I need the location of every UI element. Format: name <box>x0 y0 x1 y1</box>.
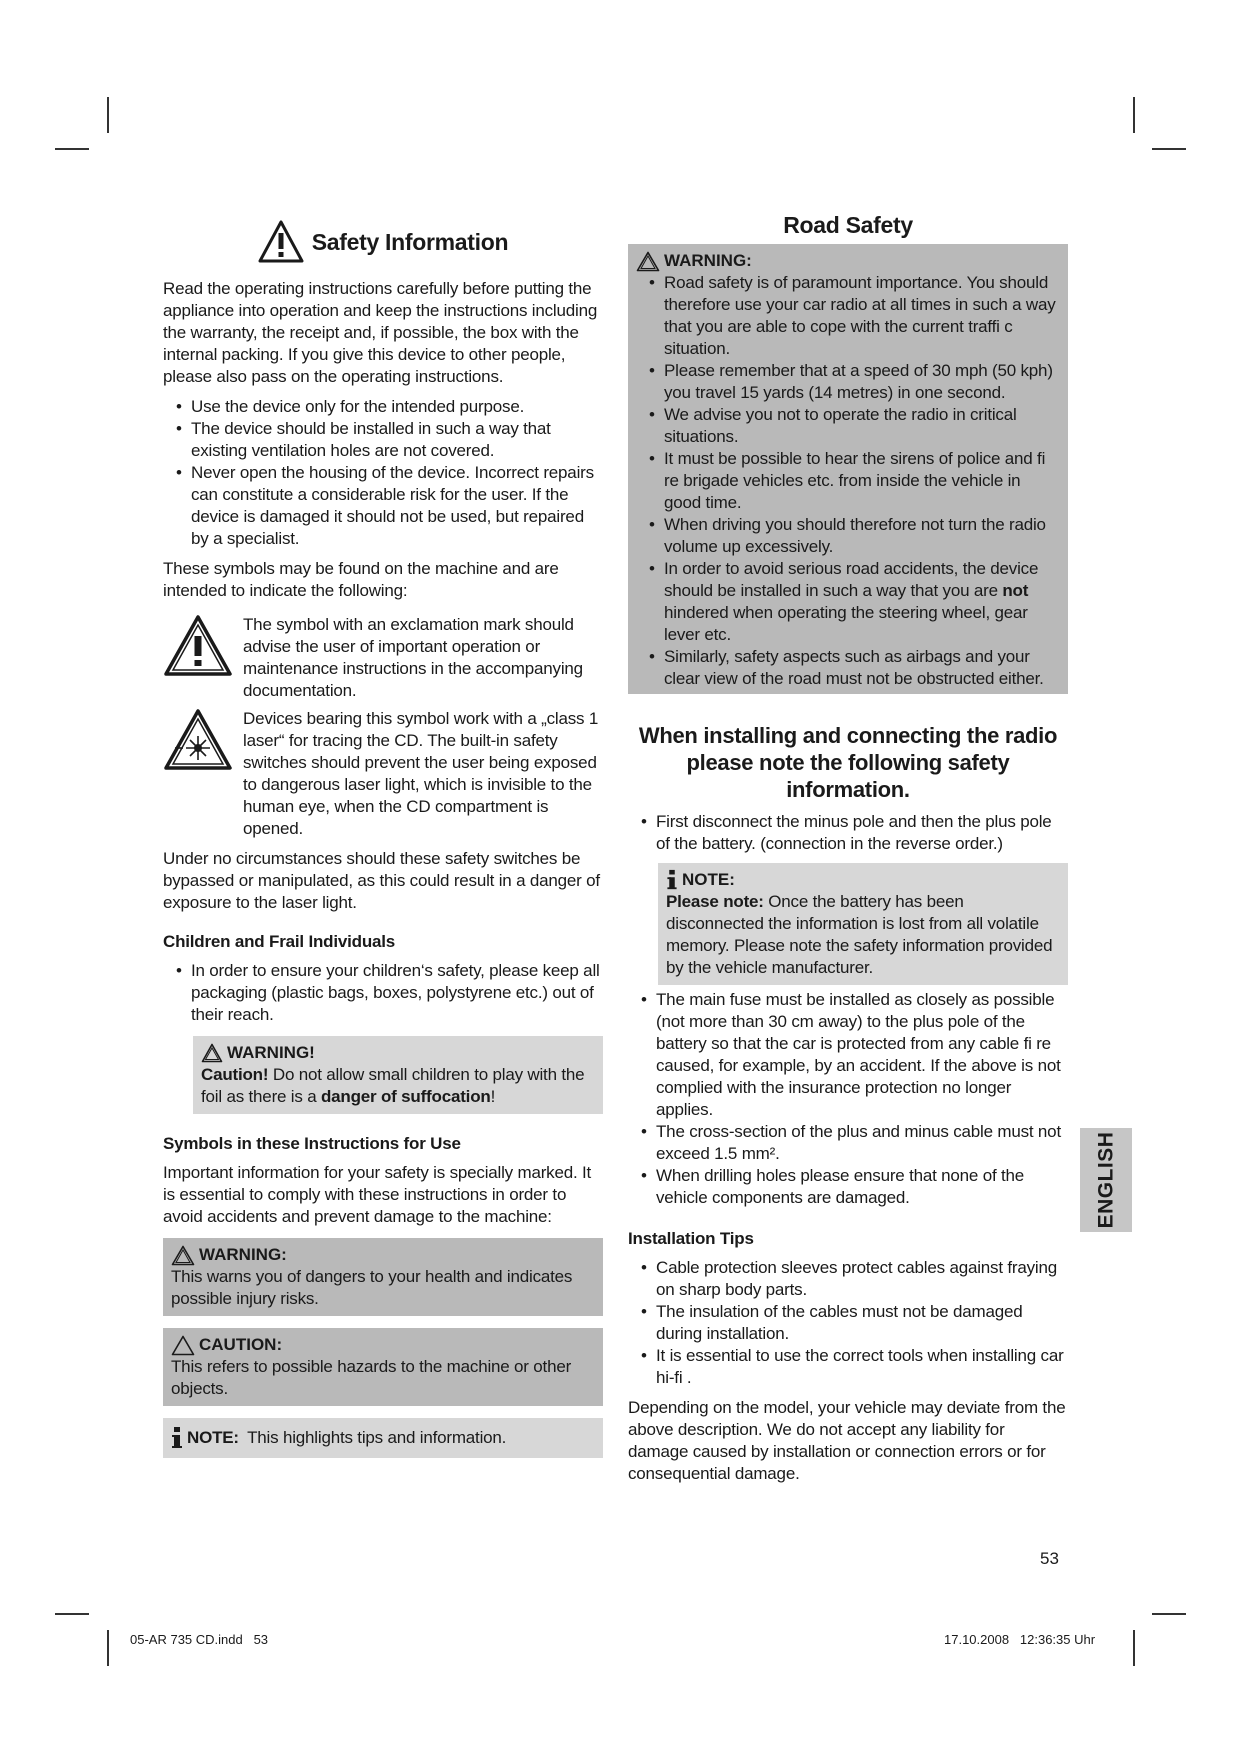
intro-paragraph: Read the operating instructions carefully before putting the appliance into operation and keep the instructions including the warranty, the receipt and, if possible, the box with the internal packing. If you give this device to other people, please also pass on the operating instructions. <box>163 279 598 386</box>
road-warning-list <box>636 272 1060 690</box>
note-box-text: This highlights tips and information. <box>242 1428 507 1447</box>
bullet6-bold: not <box>1002 581 1029 600</box>
symbol-exclamation-row <box>163 614 603 702</box>
list-item: • It must be possible to hear the sirens of police and fi re brigade vehicles etc. from inside the vehicle in good time. <box>636 448 1060 514</box>
child-warning-box <box>193 1036 603 1114</box>
install-bullet-list-2 <box>628 989 1068 1209</box>
list-item: • Use the device only for the intended purpose. <box>163 396 603 418</box>
list-item: • The cross-section of the plus and minus cable must not exceed 1.5 mm². <box>628 1121 1068 1165</box>
note-symbol-box <box>163 1418 603 1458</box>
symbols-use-title: Symbols in these Instructions for Use <box>163 1134 461 1153</box>
safety-information-title <box>163 220 603 264</box>
children-bullet-list <box>163 960 603 1026</box>
list-item: • Road safety is of paramount importance. You should therefore use your car radio at all times in such a way that you are able to cope with the current traffi c situation. <box>636 272 1060 360</box>
list-item: • The main fuse must be installed as closely as possible (not more than 30 cm away) to the plus pole of the battery so that the car is protected from any cable fi re caused, for example, by an accident. If the above is not complied with the insurance protection no longer applies. <box>628 989 1068 1121</box>
child-warning-bold: danger of suffocation <box>320 1087 491 1106</box>
caution-box-text: This refers to possible hazards to the machine or other objects. <box>171 1357 572 1398</box>
installation-tips-title: Installation Tips <box>628 1229 754 1248</box>
road-warning-head: WARNING: <box>664 251 752 270</box>
symbol-laser-text: Devices bearing this symbol work with a „class 1 laser“ for tracing the CD. The built-in safety switches should prevent the user being exposed to dangerous laser light, which is invisible to the human eye, when the CD compartment is opened. <box>243 709 599 838</box>
warning-box-text: This warns you of dangers to your health and indicates possible injury risks. <box>171 1267 573 1308</box>
warning-symbol-box <box>163 1238 603 1316</box>
list-item: • When drilling holes please ensure that none of the vehicle components are damaged. <box>628 1165 1068 1209</box>
list-item: • We advise you not to operate the radio in critical situations. <box>636 404 1060 448</box>
laser-symbol-icon <box>163 708 233 772</box>
list-item: • Please remember that at a speed of 30 mph (50 kph) you travel 15 yards (14 metres) in one second. <box>636 360 1060 404</box>
list-item <box>636 558 1060 646</box>
crop-mark <box>1152 1613 1186 1615</box>
list-item: • Cable protection sleeves protect cables against fraying on sharp body parts. <box>628 1257 1068 1301</box>
caution-triangle-icon <box>171 1335 195 1356</box>
child-warning-text-2: ! <box>490 1087 496 1106</box>
list-item: • Never open the housing of the device. Incorrect repairs can constitute a considerable risk for the user. If the device is damaged it should not be used, but repaired by a specialist. <box>163 462 603 550</box>
symbols-use-text: Important information for your safety is specially marked. It is essential to comply with these instructions in order to avoid accidents and prevent damage to the machine: <box>163 1163 592 1226</box>
crop-mark <box>1133 1630 1135 1666</box>
symbols-intro: These symbols may be found on the machine and are intended to indicate the following: <box>163 559 559 600</box>
warning-triangle-icon <box>258 220 304 264</box>
caution-label: Caution! <box>201 1065 269 1084</box>
info-icon <box>171 1426 183 1450</box>
battery-note-text <box>666 891 1060 979</box>
list-item: • First disconnect the minus pole and then the plus pole of the battery. (connection in the reverse order.) <box>628 811 1068 855</box>
language-tab-label: ENGLISH <box>1094 1131 1117 1229</box>
child-warning-text <box>201 1064 595 1108</box>
info-icon <box>666 869 678 891</box>
caution-symbol-box <box>163 1328 603 1406</box>
list-item: • Similarly, safety aspects such as airbags and your clear view of the road must not be obstructed either. <box>636 646 1060 690</box>
crop-mark <box>55 1613 89 1615</box>
crop-mark <box>107 97 109 133</box>
list-item: • It is essential to use the correct tools when installing car hi-fi . <box>628 1345 1068 1389</box>
left-column <box>163 220 603 1458</box>
note-box-head: NOTE: <box>187 1428 239 1447</box>
symbol-exclamation-text: The symbol with an exclamation mark should advise the user of important operation or maintenance instructions in the accompanying documentation. <box>243 615 583 700</box>
install-title: When installing and connecting the radio please note the following safety information. <box>638 723 1058 802</box>
battery-note-box <box>658 863 1068 985</box>
road-warning-box <box>628 244 1068 694</box>
battery-note-head: NOTE: <box>682 870 735 889</box>
safety-bullet-list <box>163 396 603 550</box>
crop-mark <box>55 148 89 150</box>
caution-box-head: CAUTION: <box>199 1335 283 1354</box>
child-warning-head: WARNING! <box>227 1043 315 1062</box>
warning-triangle-icon <box>201 1043 223 1063</box>
child-warning-text-1: Do not allow small children to play with the foil as there is a <box>201 1065 585 1106</box>
install-bullet-list <box>628 811 1068 855</box>
list-item: • The device should be installed in such a way that existing ventilation holes are not covered. <box>163 418 603 462</box>
battery-note-body: Once the battery has been disconnected the information is lost from all volatile memory. Please note the safety information provided by the vehicle manufacturer. <box>666 892 1053 977</box>
road-safety-title: Road Safety <box>783 211 913 238</box>
disclaimer-paragraph: Depending on the model, your vehicle may deviate from the above description. We do not accept any liability for damage caused by installation or connection errors or for consequential damage. <box>628 1398 1066 1483</box>
bullet6-part-c: hindered when operating the steering wheel, gear lever etc. <box>664 603 1028 644</box>
list-item: • The insulation of the cables must not be damaged during installation. <box>628 1301 1068 1345</box>
battery-note-label: Please note: <box>666 892 764 911</box>
symbol-laser-row <box>163 708 603 840</box>
crop-mark <box>1133 97 1135 133</box>
page-number: 53 <box>1040 1549 1059 1568</box>
bullet6-part-a: In order to avoid serious road accidents, the device should be installed in such a way that you are <box>664 559 1039 600</box>
list-item: • In order to ensure your children‘s safety, please keep all packaging (plastic bags, boxes, polystyrene etc.) out of their reach. <box>163 960 603 1026</box>
crop-mark <box>1152 148 1186 150</box>
crop-mark <box>107 1630 109 1666</box>
warning-triangle-icon <box>636 251 660 272</box>
footer-file-name: 05-AR 735 CD.indd 53 <box>130 1632 269 1647</box>
safety-information-title-text: Safety Information <box>311 228 509 255</box>
language-tab <box>1080 1128 1132 1232</box>
installation-tips-list <box>628 1257 1068 1389</box>
children-title: Children and Frail Individuals <box>163 932 396 951</box>
list-item: • When driving you should therefore not turn the radio volume up excessively. <box>636 514 1060 558</box>
right-column <box>628 210 1068 1485</box>
warning-triangle-icon <box>171 1245 195 1266</box>
warning-box-head: WARNING: <box>199 1245 287 1264</box>
exclamation-symbol-icon <box>163 614 233 678</box>
footer-timestamp: 17.10.2008 12:36:35 Uhr <box>944 1632 1096 1647</box>
laser-paragraph: Under no circumstances should these safety switches be bypassed or manipulated, as this could result in a danger of exposure to the laser light. <box>163 849 600 912</box>
